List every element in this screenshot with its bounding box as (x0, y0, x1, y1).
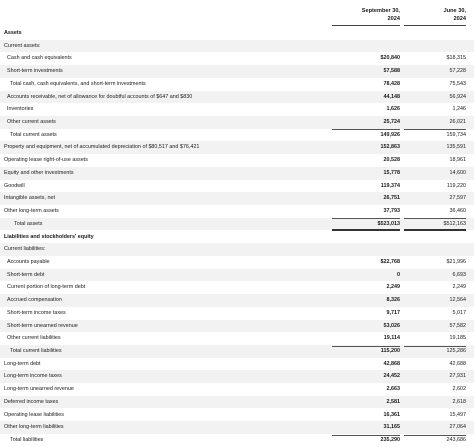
table-row (0, 256, 474, 269)
value-prior: 159,734 (446, 131, 466, 138)
value-current: 235,290 (380, 437, 400, 444)
table-row (0, 409, 474, 422)
row-label: Total assets (14, 220, 43, 227)
column-header-rule (332, 25, 400, 26)
table-row (0, 192, 474, 205)
row-label: Liabilities and stockholders' equity (4, 233, 94, 240)
value-prior: 19,185 (449, 335, 466, 342)
row-label: Current assets: (4, 42, 41, 49)
value-prior: 135,591 (446, 144, 466, 151)
row-label: Goodwill (4, 182, 25, 189)
row-label: Cash and cash equivalents (7, 55, 72, 62)
column-header-current (330, 7, 400, 23)
row-label: Short-term investments (7, 68, 63, 75)
table-row (0, 180, 474, 193)
table-row (0, 231, 474, 244)
table-row (0, 281, 474, 294)
value-current: 0 (397, 271, 400, 278)
column-header-prior-line1: June 30, (443, 8, 466, 14)
value-prior: 6,693 (452, 271, 466, 278)
table-row (0, 205, 474, 218)
value-current: 44,148 (383, 93, 400, 100)
value-current: 78,428 (383, 80, 400, 87)
value-current: 115,200 (380, 348, 400, 354)
value-current: 2,663 (386, 386, 400, 393)
value-current: $20,840 (380, 55, 400, 62)
row-label: Equity and other investments (4, 169, 74, 176)
row-label: Deferred income taxes (4, 398, 59, 405)
value-current: 152,863 (380, 144, 400, 151)
value-prior: 18,961 (449, 157, 466, 164)
value-prior: 27,064 (449, 424, 466, 431)
row-label: Current liabilities: (4, 246, 46, 253)
column-header-current-line2: 2024 (387, 16, 400, 22)
value-current: 149,926 (380, 131, 400, 138)
value-current: 53,026 (383, 322, 400, 329)
row-label: Total current liabilities (10, 348, 62, 354)
value-prior: 15,497 (449, 411, 466, 418)
table-row (0, 154, 474, 167)
value-current: 8,326 (386, 297, 400, 304)
value-current: 119,374 (380, 182, 400, 189)
table-row (0, 332, 474, 345)
value-prior: 1,246 (452, 106, 466, 113)
table-row (0, 103, 474, 116)
value-prior: 57,228 (449, 68, 466, 75)
table-row (0, 243, 474, 256)
value-prior: 14,600 (449, 169, 466, 176)
table-row (0, 27, 474, 40)
row-label: Current portion of long-term debt (7, 284, 86, 291)
value-current: 1,626 (386, 106, 400, 113)
table-row (0, 294, 474, 307)
value-current: 2,581 (386, 398, 400, 405)
table-row (0, 358, 474, 371)
value-current: 15,778 (383, 169, 400, 176)
value-current: 20,528 (383, 157, 400, 164)
value-current: $22,768 (380, 258, 400, 265)
table-row (0, 269, 474, 282)
table-row (0, 65, 474, 78)
table-row (0, 320, 474, 333)
value-prior: 36,460 (449, 208, 466, 215)
row-label: Accounts payable (7, 258, 50, 265)
column-header-prior (402, 7, 466, 23)
row-label: Intangible assets, net (4, 195, 55, 202)
table-row (0, 129, 474, 142)
value-prior: 27,597 (449, 195, 466, 202)
table-row (0, 78, 474, 91)
row-label: Short-term unearned revenue (7, 322, 78, 329)
table-row (0, 116, 474, 129)
value-current: 42,868 (383, 360, 400, 367)
value-prior: $512,163 (443, 220, 466, 227)
row-label: Other current assets (7, 119, 56, 126)
row-label: Other current liabilities (7, 335, 61, 342)
table-row (0, 434, 474, 447)
row-label: Inventories (7, 106, 34, 113)
value-prior: 12,564 (449, 297, 466, 304)
row-label: Short-term income taxes (7, 309, 66, 316)
row-label: Other long-term liabilities (4, 424, 64, 431)
value-current: 26,751 (383, 195, 400, 202)
value-prior: 42,688 (449, 360, 466, 367)
value-current: 9,717 (386, 309, 400, 316)
table-row (0, 52, 474, 65)
row-label: Total current assets (10, 131, 57, 138)
table-row (0, 167, 474, 180)
value-prior: 119,220 (446, 182, 466, 189)
value-prior: 243,686 (446, 437, 466, 444)
row-label: Total cash, cash equivalents, and short-term investments (10, 80, 146, 87)
subtotal-rule (332, 435, 400, 436)
subtotal-rule (404, 218, 466, 219)
value-prior: 57,582 (449, 322, 466, 329)
column-header-current-line1: September 30, (361, 8, 400, 14)
table-row (0, 345, 474, 358)
table-row (0, 141, 474, 154)
value-prior: $18,315 (446, 55, 466, 62)
value-prior: 56,924 (449, 93, 466, 100)
subtotal-rule (332, 129, 400, 130)
value-prior: 75,543 (449, 80, 466, 87)
row-label: Total liabilities (10, 437, 44, 444)
value-current: 25,724 (383, 119, 400, 126)
value-prior: 125,286 (446, 348, 466, 354)
table-row (0, 218, 474, 231)
value-current: 2,249 (386, 284, 400, 291)
value-current: 37,793 (383, 208, 400, 215)
value-current: 31,165 (383, 424, 400, 431)
value-prior: 2,249 (452, 284, 466, 291)
value-prior: 5,017 (452, 309, 466, 316)
subtotal-rule (332, 218, 400, 219)
row-label: Accrued compensation (7, 297, 62, 304)
value-current: 19,114 (383, 335, 400, 342)
column-header-prior-line2: 2024 (453, 16, 466, 22)
value-prior: 27,931 (449, 373, 466, 380)
row-label: Assets (4, 30, 22, 36)
column-header-rule (404, 25, 466, 26)
value-prior: $21,996 (446, 258, 466, 265)
value-current: $523,013 (377, 220, 400, 227)
table-row (0, 396, 474, 409)
row-label: Accounts receivable, net of allowance for doubtful accounts of $647 and $830 (7, 93, 193, 100)
subtotal-rule (332, 346, 400, 347)
table-row (0, 91, 474, 104)
row-label: Long-term unearned revenue (4, 386, 74, 393)
row-label: Long-term debt (4, 360, 41, 367)
row-label: Long-term income taxes (4, 373, 62, 380)
table-row (0, 383, 474, 396)
subtotal-rule (404, 435, 466, 436)
table-row (0, 421, 474, 434)
row-label: Short-term debt (7, 271, 45, 278)
row-label: Operating lease liabilities (4, 411, 64, 418)
row-label: Other long-term assets (4, 208, 59, 215)
table-row (0, 40, 474, 53)
value-current: 57,588 (383, 68, 400, 75)
table-row (0, 307, 474, 320)
subtotal-rule (404, 129, 466, 130)
table-row (0, 370, 474, 383)
row-label: Property and equipment, net of accumulated depreciation of $80,517 and $76,421 (4, 144, 200, 151)
row-label: Operating lease right-of-use assets (4, 157, 88, 164)
value-prior: 26,021 (449, 119, 466, 126)
value-current: 24,452 (383, 373, 400, 380)
value-prior: 2,602 (452, 386, 466, 393)
value-current: 16,361 (383, 411, 400, 418)
subtotal-rule (404, 346, 466, 347)
value-prior: 2,618 (452, 398, 466, 405)
